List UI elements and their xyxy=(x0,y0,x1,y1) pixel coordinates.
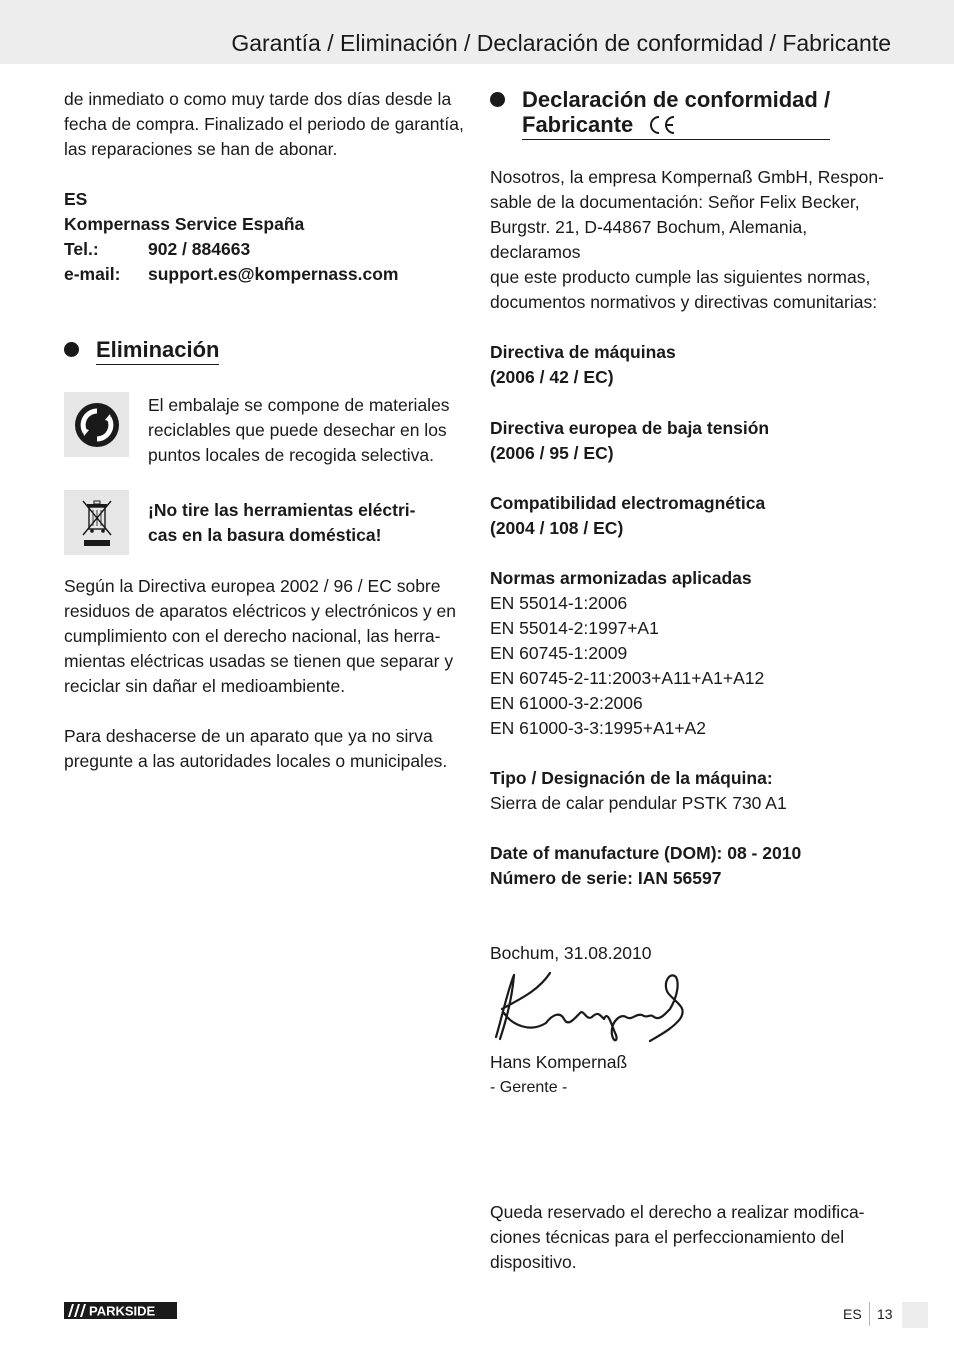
harmonized-standards xyxy=(490,566,900,741)
tel-value: 902 / 884663 xyxy=(148,239,251,259)
standard-item: EN 55014-2:1997+A1 xyxy=(490,618,659,638)
contact-country: ES xyxy=(64,189,88,209)
intro-line: las reparaciones se han de abonar. xyxy=(64,139,338,159)
tel-label: Tel.: xyxy=(64,239,99,259)
parkside-logo xyxy=(64,1302,177,1319)
directive-line: residuos de aparatos eléctricos y electrónicos y en xyxy=(64,601,457,621)
page-header xyxy=(0,0,954,64)
declaration-line: Burgstr. 21, D-44867 Bochum, Alemania, declaramos xyxy=(490,217,808,262)
authority-line: pregunte a las autoridades locales o municipales. xyxy=(64,751,448,771)
authority-line: Para deshacerse de un aparato que ya no sirva xyxy=(64,726,433,746)
standard-item: EN 61000-3-3:1995+A1+A2 xyxy=(490,718,706,738)
standard-item: EN 61000-3-2:2006 xyxy=(490,693,643,713)
directive-name: Directiva europea de baja tensión xyxy=(490,418,770,438)
disposal-heading-text: Eliminación xyxy=(96,337,219,365)
footer-grey-box xyxy=(902,1302,928,1328)
declaration-line: sable de la documentación: Señor Felix Becker, xyxy=(490,192,860,212)
standard-item: EN 55014-1:2006 xyxy=(490,593,628,613)
right-column xyxy=(490,87,900,1275)
signer xyxy=(490,1050,900,1100)
recycle-line: El embalaje se compone de materiales xyxy=(148,395,450,415)
disposal-heading xyxy=(64,337,464,365)
declaration-line: documentos normativos y directivas comunitarias: xyxy=(490,292,878,312)
email-value: support.es@kompernass.com xyxy=(148,264,399,284)
recycle-row xyxy=(64,392,464,468)
page-title: Garantía / Eliminación / Declaración de conformidad / Fabricante xyxy=(231,30,891,56)
signature-image xyxy=(490,969,690,1044)
declaration-line: que este producto cumple las siguientes normas, xyxy=(490,267,871,287)
brand-wordmark: PARKSIDE xyxy=(89,1303,156,1319)
page-number: 13 xyxy=(877,1306,893,1322)
service-contact xyxy=(64,187,464,287)
directive-low-voltage xyxy=(490,416,900,466)
crossed-out-wheelie-bin-icon xyxy=(64,490,129,555)
directive-line: reciclar sin dañar el medioambiente. xyxy=(64,676,346,696)
bin-warning-line: ¡No tire las herramientas eléctri- xyxy=(148,500,416,520)
standard-item: EN 60745-1:2009 xyxy=(490,643,628,663)
signer-role: - Gerente - xyxy=(490,1079,568,1096)
place-date: Bochum, 31.08.2010 xyxy=(490,943,652,963)
declaration-line: Nosotros, la empresa Kompernaß GmbH, Respon- xyxy=(490,167,884,187)
directive-line: mientas eléctricas usadas se tienen que separar y xyxy=(64,651,454,671)
reserve-line: Queda reservado el derecho a realizar modifica- xyxy=(490,1202,865,1222)
recycle-line: reciclables que puede desechar en los xyxy=(148,420,447,440)
directive-code: (2006 / 95 / EC) xyxy=(490,443,614,463)
contact-tel-row xyxy=(64,237,464,262)
bullet-dot-icon xyxy=(64,342,79,357)
conformity-heading-text xyxy=(522,87,830,140)
ce-mark-icon xyxy=(647,115,677,135)
bullet-dot-icon xyxy=(490,92,505,107)
machine-type-label: Tipo / Designación de la máquina: xyxy=(490,768,773,788)
directive-code: (2006 / 42 / EC) xyxy=(490,367,614,387)
reserve-line: dispositivo. xyxy=(490,1252,577,1272)
directive-machines xyxy=(490,340,900,390)
contact-company: Kompernass Service España xyxy=(64,214,305,234)
directive-code: (2004 / 108 / EC) xyxy=(490,518,624,538)
declaration-paragraph xyxy=(490,165,900,315)
directive-name: Directiva de máquinas xyxy=(490,342,676,362)
reserve-note xyxy=(490,1200,900,1275)
directive-emc xyxy=(490,491,900,541)
reserve-line: ciones técnicas para el perfeccionamiento del xyxy=(490,1227,845,1247)
machine-type-value: Sierra de calar pendular PSTK 730 A1 xyxy=(490,793,787,813)
recycle-line: puntos locales de recogida selectiva. xyxy=(148,445,435,465)
contact-email-row xyxy=(64,262,464,287)
directive-paragraph xyxy=(64,574,464,699)
signer-name: Hans Kompernaß xyxy=(490,1052,628,1072)
conformity-heading-line: Declaración de conformidad / xyxy=(522,87,831,112)
directive-line: cumplimiento con el derecho nacional, las herra- xyxy=(64,626,441,646)
footer-language: ES xyxy=(843,1306,862,1322)
standards-title: Normas armonizadas aplicadas xyxy=(490,568,752,588)
email-label: e-mail: xyxy=(64,264,121,284)
directive-line: Según la Directiva europea 2002 / 96 / EC sobre xyxy=(64,576,441,596)
footer-divider xyxy=(869,1302,870,1326)
intro-line: de inmediato o como muy tarde dos días desde la xyxy=(64,89,452,109)
conformity-heading xyxy=(490,87,900,140)
bin-warning-text xyxy=(148,498,415,548)
machine-type xyxy=(490,766,900,816)
recycle-text xyxy=(148,393,450,468)
standard-item: EN 60745-2-11:2003+A11+A1+A12 xyxy=(490,668,765,688)
authority-paragraph xyxy=(64,724,464,774)
green-dot-recycling-icon xyxy=(64,392,129,457)
conformity-heading-line: Fabricante xyxy=(522,112,634,137)
bin-warning-line: cas en la basura doméstica! xyxy=(148,525,382,545)
manufacture-date: Date of manufacture (DOM): 08 - 2010 xyxy=(490,843,802,863)
directive-name: Compatibilidad electromagnética xyxy=(490,493,766,513)
bin-row xyxy=(64,490,464,555)
serial-number: Número de serie: IAN 56597 xyxy=(490,868,722,888)
intro-paragraph xyxy=(64,87,464,162)
intro-line: fecha de compra. Finalizado el periodo de garantía, xyxy=(64,114,464,134)
left-column xyxy=(64,87,464,774)
manufacture-info xyxy=(490,841,900,891)
